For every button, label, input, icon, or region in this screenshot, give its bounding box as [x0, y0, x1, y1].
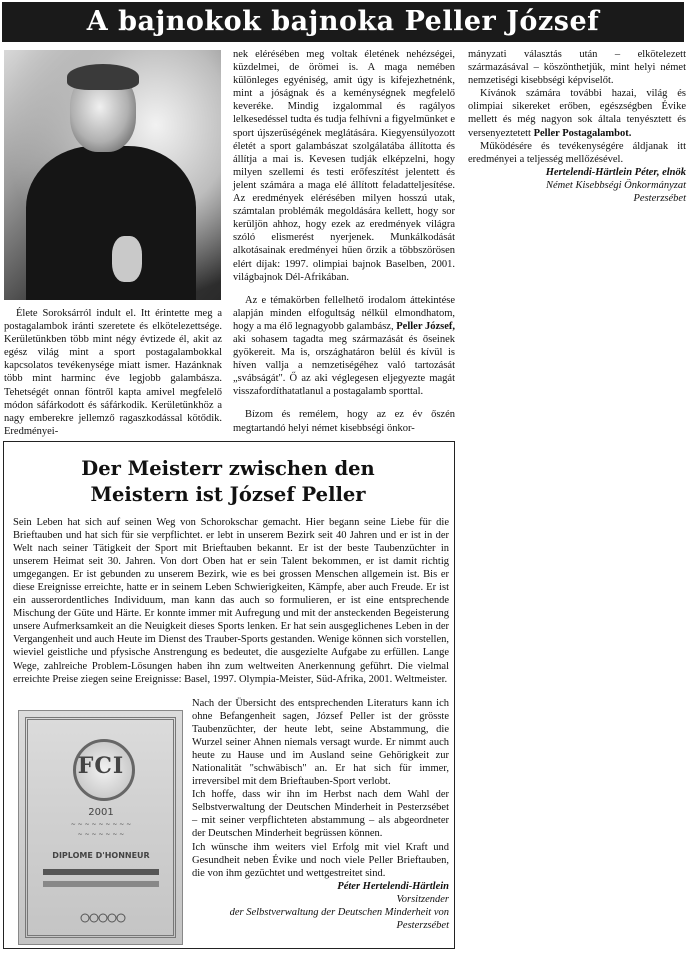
german-paragraph: Nach der Übersicht des entsprechenden Literaturs kann ich ohne Befangenheit sagen, József Peller ist der grösste Taubenzüchter, der heute lebt, seine Abstammung, die Wurzel seiner Ahnen niemals versagt wurde. Er nimmt auch heute zu Hause und im Ausland seine Gehörigkeit zur Nationalität "schwäbisch" an. Er hat sich für immer, irreversibel mit dem Brieftauben-Sport verlobt. [192, 698, 449, 788]
diploma-year: 2001 [88, 807, 114, 818]
signature-title: Vorsitzender [396, 893, 449, 905]
hungarian-paragraph: nek elérésében meg voltak életének nehézségei, küzdelmei, de örömei is. A maga nemében különleges egyéniség, amit úgy is kifejezhetnénk, mint a jóságnak és a keménységnek megfelelő keveréke. Mindig izgalommal és ragályos lelkesedéssel tudta és tudja felhívni a figyelmünket e sport újszerűségének meglátására. Kiegyensúlyozott életét a sport galambászat szolgálatába állította és állítja a mai is. Kevesen tudják elképzelni, hogy milyen szellemi és testi erőfeszítést jelentett és jelent számára a maga elé állított feladatteljesítése. Az eredmények elérésében milyen hosszú utak, számtalan problémák megoldására kellett, hogy sor kerüljön ahhoz, hogy ezek az eredmények világra szóló elismerést nyerjenek. Munkálkodását alkotásainak eredményei hűen őrzik a többszörösen elért díjak: 1997. olimpiai bajnok Baselben, 2001. világbajnok Dél-Afrikában. [233, 49, 455, 283]
signature-org: Német Kisebbségi Önkormányzat [546, 179, 686, 191]
diploma-line: ~ ~ ~ ~ ~ ~ ~ [77, 831, 125, 838]
german-paragraph: Sein Leben hat sich auf seinen Weg von Schorokschar gemacht. Hier begann seine Liebe für die Brieftauben und hat sich für sie verpflichtet. er lebt in unserem Bezirk seit 40 Jahren und er ist in der Welt nach seiner Tätigkeit der Sport mit Brieftauben bekannt. Er ist der beste Taubenzüchter in unserem Heimat seit 30. Jahren. Von dort Oben hat er sein Talent bekommen, er ist damit richtig umgegangen. Er ist gebunden zu unserem Bezirk, wie es bei grossen Menschen allgemein ist. Bis er diese Ereignisse erreichte, hatte er in seinem Leben Schwierigkeiten, Kämpfe, aber auch Freude. Er ist ein ausserordentliches Individuum, man kann das auch so formulieren, er ist eine entsprechende Mischung der Güte und Härte. Er konnte immer mit Aufregung und mit der ansteckenden Begeisterung unsere Aufmerksamkeit an die Neuigkeit dieses Sports lenken. Er hat sein ausgeglichenes Leben in der Vergangenheit und auch Heute im Dienst des Trauber-Sports gestanden. Wenige können sich vorstellen, wieviel geistliche und pfysische Anstrengung es bedeutet, die ausgezielte Aufgabe zu erfüllen. Lange Wege, zahlreiche Problem-Lösungen haben ihn zum weltweiten Anerkennung geführt. Die vielmal erreichte Preise ziegen seine Ereignisse: Basel, 1997. Olympia-Meister, Süd-Afrika, 2001. Weltmeister. [13, 517, 449, 685]
german-article-title: Der Meisterr zwischen den Meistern ist József Peller [81, 457, 375, 506]
signature-name: Péter Hertelendi-Härtlein [337, 880, 449, 892]
diploma-image [18, 710, 183, 945]
hungarian-paragraph: Élete Soroksárról indult el. Itt érintette meg a postagalambok iránti szeretete és elkötelezettsége. Kerületünkben több mint négy évtizede él, akit az egész világ mint a sport postagalambokkal kapcsolatos tevékenysége miatt ismer. Hazánknak több mint harminc éve legjobb galambásza. Tehetségét onnan föntről kapta amivel megfelelő módon sáfárkodott és sáfárkodik. Kerületünkhöz a nagy emberekre jellemző ragaszkodással kötődik. Eredményei- [4, 308, 222, 437]
signature-name: Hertelendi-Härtlein Péter, elnök [545, 166, 686, 178]
hungarian-column-1 [4, 307, 222, 438]
hungarian-column-3 [468, 48, 686, 205]
signature-place: Pesterzsébet [633, 193, 686, 205]
german-column-right [192, 697, 449, 932]
diploma-title: DIPLOME D'HONNEUR [52, 851, 150, 860]
hungarian-paragraph: Kívánok számára további hazai, világ és olimpiai sikereket erőben, egészségben Évike mellett és még nagyon sok általa tenyésztett és versenyeztetett Peller Postagalambot. [468, 88, 686, 139]
thumbs-up-icon [112, 236, 142, 282]
highlighted-name: Peller József, [396, 320, 455, 332]
highlighted-name: Peller Postagalambot. [533, 127, 632, 139]
signature-place: Pesterzsébet [396, 919, 449, 931]
hungarian-paragraph: Bízom és remélem, hogy az ez év őszén megtartandó helyi német kisebbségi önkor- [233, 409, 455, 434]
german-paragraph: Ich hoffe, dass wir ihn im Herbst nach dem Wahl der Selbstverwaltung der Deutschen Minderheit in Pesterzsébet – mit seiner verpflichteten abstammung – als abgeordneter der Deutschen Minderheit begrüssen können. [192, 789, 449, 840]
hungarian-column-2 [233, 48, 455, 435]
portrait-photo [4, 50, 221, 300]
diploma-name-bar [43, 881, 159, 887]
signature-org: der Selbstverwaltung der Deutschen Minderheit von [229, 906, 449, 918]
diploma-name-bar [43, 869, 159, 875]
hungarian-paragraph: mányzati választás után – elkötelezett származásával – köszönthetjük, mint helyi német nemzetiségi kisebbségi képviselőt. [468, 49, 686, 87]
german-paragraph: Ich wünsche ihm weiters viel Erfolg mit viel Kraft und Gesundheit neben Évike und noch viele Peller Brieftauben, die von ihm gezüchtet und wettgestreitet sind. [192, 841, 449, 879]
hungarian-paragraph: Működésére és tevékenységére áldjanak itt eredményei a teljesség mellőzésével. [468, 140, 686, 165]
page-title: A bajnokok bajnoka Peller József [2, 2, 684, 42]
hungarian-paragraph: Az e témakörben fellelhető irodalom áttekintése alapján minden elfogultság nélkül elmondhatom, hogy a ma élő legnagyobb galambász, Peller József, aki sohasem tagadta meg származását és őseinek gyökereit. Ma is, országhatáron belül és kívül is híven vallja a nemzetiségéhez való tartozását „svábságát". Ő az aki véglegesen eljegyezte magát visszafordíthatatlanul a postagalamb sporttal. [233, 294, 455, 398]
olympic-rings-icon [77, 913, 127, 925]
diploma-line: ~ ~ ~ ~ ~ ~ ~ ~ ~ [70, 821, 132, 828]
diploma-emblem-text: FCI [77, 753, 125, 779]
german-intro [13, 516, 449, 686]
